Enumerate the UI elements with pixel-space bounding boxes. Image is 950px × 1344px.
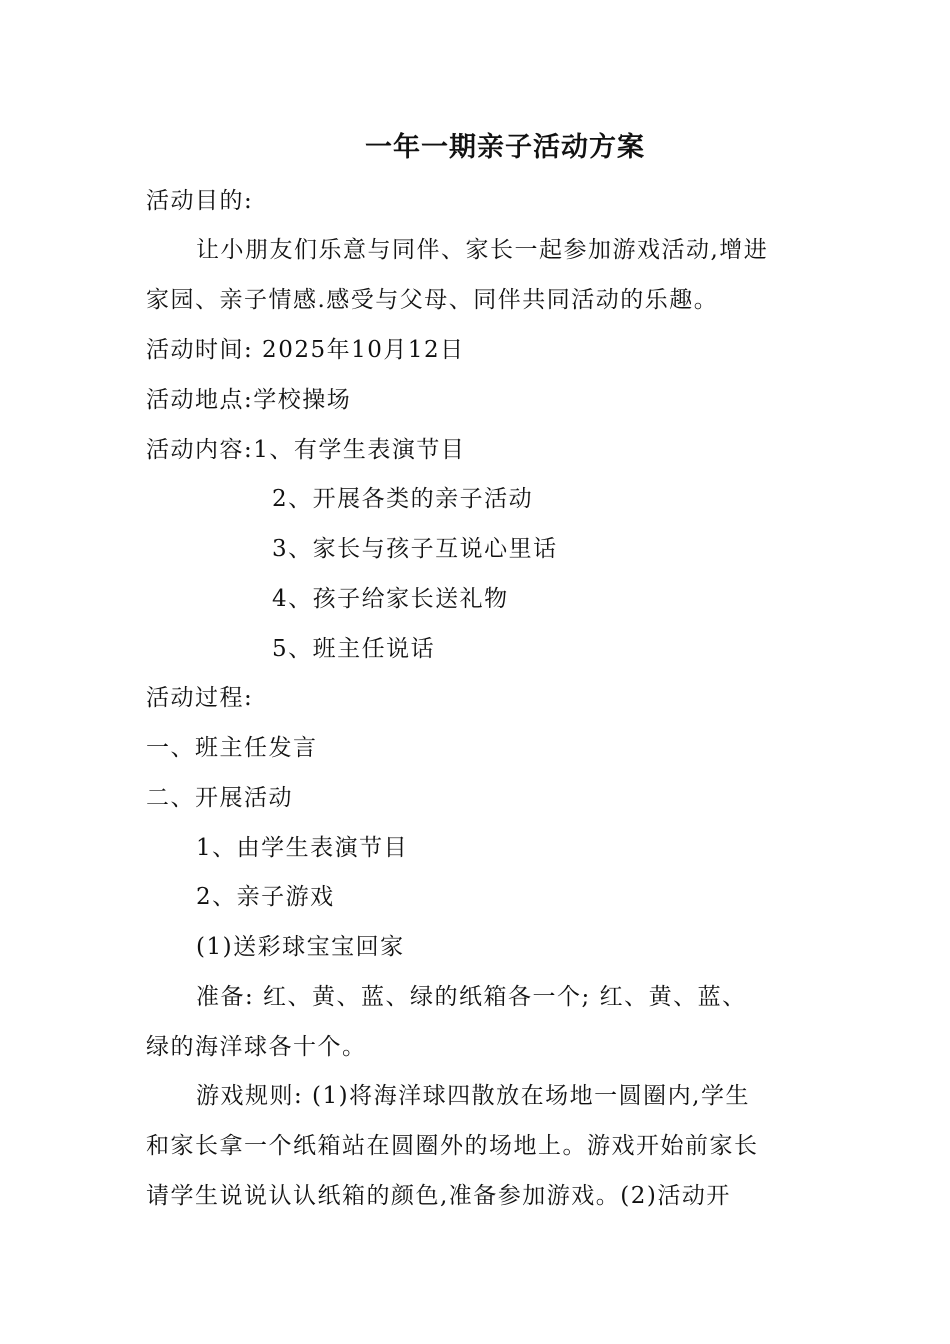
preparation-line-1: 准备: 红、黄、蓝、绿的纸箱各一个; 红、黄、蓝、 — [196, 984, 747, 1010]
process-step-1: 一、班主任发言 — [146, 735, 318, 761]
rules-line-3: 请学生说说认认纸箱的颜色,准备参加游戏。(2)活动开 — [146, 1183, 731, 1209]
activity-time: 活动时间: 2025年10月12日 — [146, 337, 465, 363]
process-sub-2: 2、亲子游戏 — [196, 884, 335, 910]
content-item-4: 4、孩子给家长送礼物 — [272, 586, 509, 612]
activity-place: 活动地点:学校操场 — [146, 387, 352, 413]
game-title: (1)送彩球宝宝回家 — [196, 934, 405, 960]
purpose-text-line-1: 让小朋友们乐意与同伴、家长一起参加游戏活动,增进 — [196, 237, 769, 263]
purpose-text-line-2: 家园、亲子情感.感受与父母、同伴共同活动的乐趣。 — [146, 287, 719, 313]
document-title: 一年一期亲子活动方案 — [365, 132, 645, 163]
purpose-heading: 活动目的: — [146, 188, 254, 214]
rules-line-1: 游戏规则: (1)将海洋球四散放在场地一圆圈内,学生 — [196, 1083, 750, 1109]
preparation-line-2: 绿的海洋球各十个。 — [146, 1034, 367, 1060]
process-sub-1: 1、由学生表演节目 — [196, 835, 409, 861]
content-item-2: 2、开展各类的亲子活动 — [272, 486, 534, 512]
rules-line-2: 和家长拿一个纸箱站在圆圈外的场地上。游戏开始前家长 — [146, 1133, 759, 1159]
process-step-2: 二、开展活动 — [146, 785, 293, 811]
process-heading: 活动过程: — [146, 685, 254, 711]
content-item-5: 5、班主任说话 — [272, 636, 436, 662]
content-item-3: 3、家长与孩子互说心里话 — [272, 536, 558, 562]
content-heading: 活动内容:1、有学生表演节目 — [146, 437, 466, 463]
